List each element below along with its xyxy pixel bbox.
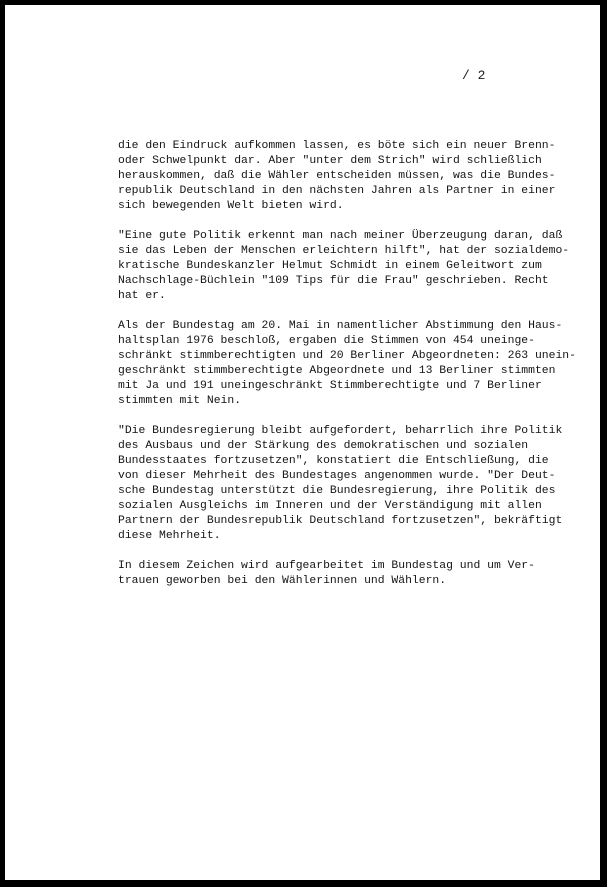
text-line: oder Schwelpunkt dar. Aber "unter dem Strich" wird schließlich [118,155,542,167]
text-line: trauen geworben bei den Wählerinnen und Wählern. [118,575,447,587]
page-number: / 2 [462,68,486,83]
text-line: Nachschlage-Büchlein "109 Tips für die Frau" geschrieben. Recht [118,275,549,287]
paragraph-3 [118,319,598,409]
text-line: diese Mehrheit. [118,530,221,542]
text-line: kratische Bundeskanzler Helmut Schmidt in einem Geleitwort zum [118,260,542,272]
text-line: schränkt stimmberechtigten und 20 Berliner Abgeordneten: 263 unein- [118,350,576,362]
text-line: herauskommen, daß die Wähler entscheiden müssen, was die Bundes- [118,170,556,182]
paragraph-5 [118,559,598,589]
paragraph-1 [118,139,598,214]
text-line: mit Ja und 191 uneingeschränkt Stimmberechtigte und 7 Berliner [118,380,542,392]
body-text [118,139,598,604]
text-line: geschränkt stimmberechtigte Abgeordnete und 13 Berliner stimmten [118,365,556,377]
text-line: Bundesstaates fortzusetzen", konstatiert die Entschließung, die [118,455,549,467]
text-line: haltsplan 1976 beschloß, ergaben die Stimmen von 454 uneinge- [118,335,535,347]
text-line: stimmten mit Nein. [118,395,242,407]
text-line: hat er. [118,290,166,302]
text-line: Als der Bundestag am 20. Mai in namentlicher Abstimmung den Haus- [118,320,563,332]
text-line: des Ausbaus und der Stärkung des demokratischen und sozialen [118,440,529,452]
paragraph-4 [118,424,598,544]
text-line: In diesem Zeichen wird aufgearbeitet im Bundestag und um Ver- [118,560,535,572]
text-line: sich bewegenden Welt bieten wird. [118,200,344,212]
text-line: "Eine gute Politik erkennt man nach meiner Überzeugung daran, daß [118,230,563,242]
text-line: sozialen Ausgleichs im Inneren und der Verständigung mit allen [118,500,542,512]
paragraph-2 [118,229,598,304]
text-line: sie das Leben der Menschen erleichtern hilft", hat der sozialdemo- [118,245,570,257]
text-line: von dieser Mehrheit des Bundestages angenommen wurde. "Der Deut- [118,470,556,482]
text-line: die den Eindruck aufkommen lassen, es böte sich ein neuer Brenn- [118,140,556,152]
text-line: Partnern der Bundesrepublik Deutschland fortzusetzen", bekräftigt [118,515,563,527]
text-line: "Die Bundesregierung bleibt aufgefordert, beharrlich ihre Politik [118,425,563,437]
document-page [5,5,600,880]
text-line: sche Bundestag unterstützt die Bundesregierung, ihre Politik des [118,485,556,497]
text-line: republik Deutschland in den nächsten Jahren als Partner in einer [118,185,556,197]
